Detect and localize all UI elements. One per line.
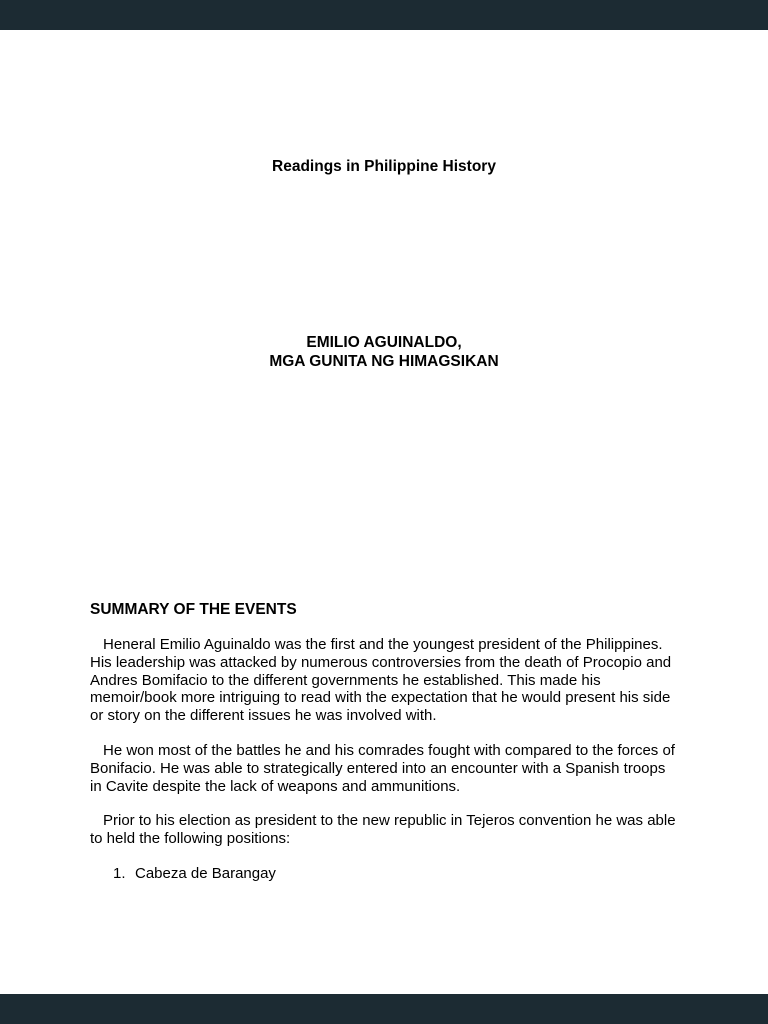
running-header: Readings in Philippine History	[272, 158, 496, 175]
document-title-line2: MGA GUNITA NG HIMAGSIKAN	[269, 352, 499, 370]
document-title-line1: EMILIO AGUINALDO,	[306, 334, 462, 351]
viewer-bottom-bar	[0, 994, 768, 1024]
list-item-text: Cabeza de Barangay	[135, 864, 276, 882]
list-item	[90, 865, 678, 883]
section-heading: SUMMARY OF THE EVENTS	[90, 601, 297, 618]
paragraph-2: He won most of the battles he and his comrades fought with compared to the forces of Bonifacio. He was able to strategically entered into an encounter with a Spanish troops in Cavite despite the lack of weapons and ammunitions.	[90, 741, 675, 795]
list-item-number: 1.	[113, 864, 126, 882]
viewer-top-bar	[0, 0, 768, 30]
paragraph-1: Heneral Emilio Aguinaldo was the first and the youngest president of the Philippines. His leadership was attacked by numerous controversies from the death of Procopio and Andres Bomifacio to the different governments he established. This made his memoir/book more intriguing to read with the expectation that he would present his side or story on the different issues he was involved with.	[90, 636, 672, 725]
paragraph-3: Prior to his election as president to the new republic in Tejeros convention he was able to held the following positions:	[90, 812, 676, 848]
document-page	[0, 30, 768, 994]
document-title	[90, 334, 678, 371]
